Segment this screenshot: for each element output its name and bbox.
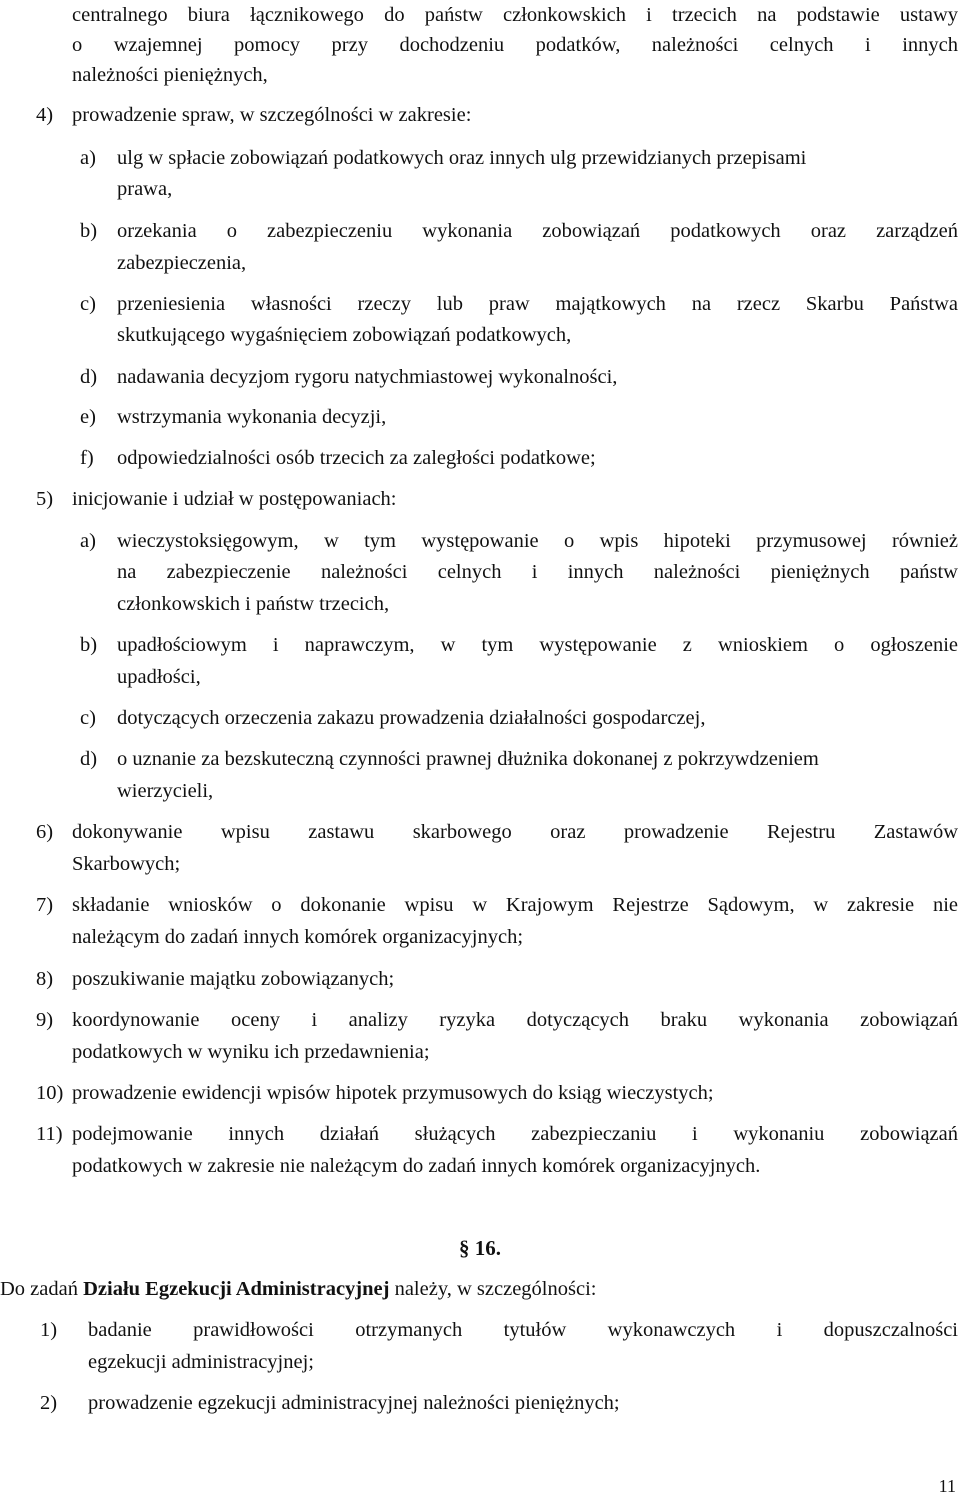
list-item-line: podejmowanie innych działań służących zabezpieczaniu i wykonaniu zobowiązań [72, 1123, 958, 1145]
sub-letter: f) [80, 447, 94, 469]
list-number: 11) [36, 1123, 63, 1145]
list-item-line: poszukiwanie majątku zobowiązanych; [72, 968, 395, 990]
sub-item-line: dotyczących orzeczenia zakazu prowadzenia działalności gospodarczej, [117, 707, 706, 729]
sub-item-line: orzekania o zabezpieczeniu wykonania zobowiązań podatkowych oraz zarządzeń [117, 220, 958, 242]
paragraph-line: należności pieniężnych, [72, 64, 268, 86]
sub-item-line: wstrzymania wykonania decyzji, [117, 406, 387, 428]
sub-letter: e) [80, 406, 96, 428]
section-intro [0, 1274, 596, 1304]
list-number: 9) [36, 1009, 54, 1031]
sub-item-line: upadłościowym i naprawczym, w tym występowanie z wnioskiem o ogłoszenie [117, 634, 958, 656]
list-number: 4) [36, 104, 54, 126]
paragraph-line: o wzajemnej pomocy przy dochodzeniu podatków, należności celnych i innych [72, 34, 958, 56]
list-item-line: prowadzenie egzekucji administracyjnej należności pieniężnych; [88, 1392, 620, 1414]
list-item-line: dokonywanie wpisu zastawu skarbowego oraz prowadzenie Rejestru Zastawów [72, 821, 958, 843]
sub-item-line: wierzycieli, [117, 780, 214, 802]
sub-item-line: nadawania decyzjom rygoru natychmiastowej wykonalności, [117, 366, 618, 388]
department-name: Działu Egzekucji Administracyjnej [83, 1278, 390, 1300]
sub-item-line: członkowskich i państw trzecich, [117, 593, 390, 615]
sub-item-line: zabezpieczenia, [117, 252, 247, 274]
list-number: 2) [40, 1392, 58, 1414]
intro-text: należy, w szczególności: [389, 1278, 597, 1300]
sub-letter: b) [80, 220, 98, 242]
intro-text: Do zadań [0, 1278, 84, 1300]
section-heading: § 16. [459, 1236, 501, 1260]
list-number: 5) [36, 488, 54, 510]
list-item-line: egzekucji administracyjnej; [88, 1351, 314, 1373]
list-item-text: prowadzenie spraw, w szczególności w zakresie: [72, 104, 472, 126]
sub-item-line: przeniesienia własności rzeczy lub praw majątkowych na rzecz Skarbu Państwa [117, 293, 958, 315]
sub-item-line: wieczystoksięgowym, w tym występowanie o wpis hipoteki przymusowej również [117, 530, 958, 552]
list-item-line: należącym do zadań innych komórek organizacyjnych; [72, 926, 524, 948]
sub-item-line: o uznanie za bezskuteczną czynności prawnej dłużnika dokonanej z pokrzywdzeniem [117, 748, 819, 770]
sub-letter: b) [80, 634, 98, 656]
sub-letter: c) [80, 707, 96, 729]
list-number: 10) [36, 1082, 64, 1104]
sub-letter: d) [80, 366, 98, 388]
list-number: 7) [36, 894, 54, 916]
list-item-line: badanie prawidłowości otrzymanych tytułów wykonawczych i dopuszczalności [88, 1319, 958, 1341]
paragraph-line: centralnego biura łącznikowego do państw członkowskich i trzecich na podstawie ustawy [72, 4, 958, 26]
list-item-text: inicjowanie i udział w postępowaniach: [72, 488, 397, 510]
list-item-line: składanie wniosków o dokonanie wpisu w Krajowym Rejestrze Sądowym, w zakresie nie [72, 894, 958, 916]
sub-letter: a) [80, 530, 96, 552]
list-number: 6) [36, 821, 54, 843]
sub-letter: a) [80, 147, 96, 169]
list-item-line: podatkowych w zakresie nie należącym do zadań innych komórek organizacyjnych. [72, 1155, 761, 1177]
list-item-line: koordynowanie oceny i analizy ryzyka dotyczących braku wykonania zobowiązań [72, 1009, 958, 1031]
sub-item-line: odpowiedzialności osób trzecich za zaległości podatkowe; [117, 447, 596, 469]
list-item-line: podatkowych w wyniku ich przedawnienia; [72, 1041, 430, 1063]
sub-item-line: skutkującego wygaśnięciem zobowiązań podatkowych, [117, 324, 572, 346]
list-number: 8) [36, 968, 54, 990]
list-item-line: Skarbowych; [72, 853, 181, 875]
page-number: 11 [938, 1476, 956, 1496]
sub-item-line: prawa, [117, 178, 173, 200]
list-item-line: prowadzenie ewidencji wpisów hipotek przymusowych do ksiąg wieczystych; [72, 1082, 714, 1104]
sub-item-line: na zabezpieczenie należności celnych i innych należności pieniężnych państw [117, 561, 958, 583]
sub-item-line: ulg w spłacie zobowiązań podatkowych oraz innych ulg przewidzianych przepisami [117, 147, 807, 169]
list-number: 1) [40, 1319, 58, 1341]
sub-letter: d) [80, 748, 98, 770]
sub-item-line: upadłości, [117, 666, 201, 688]
sub-letter: c) [80, 293, 96, 315]
